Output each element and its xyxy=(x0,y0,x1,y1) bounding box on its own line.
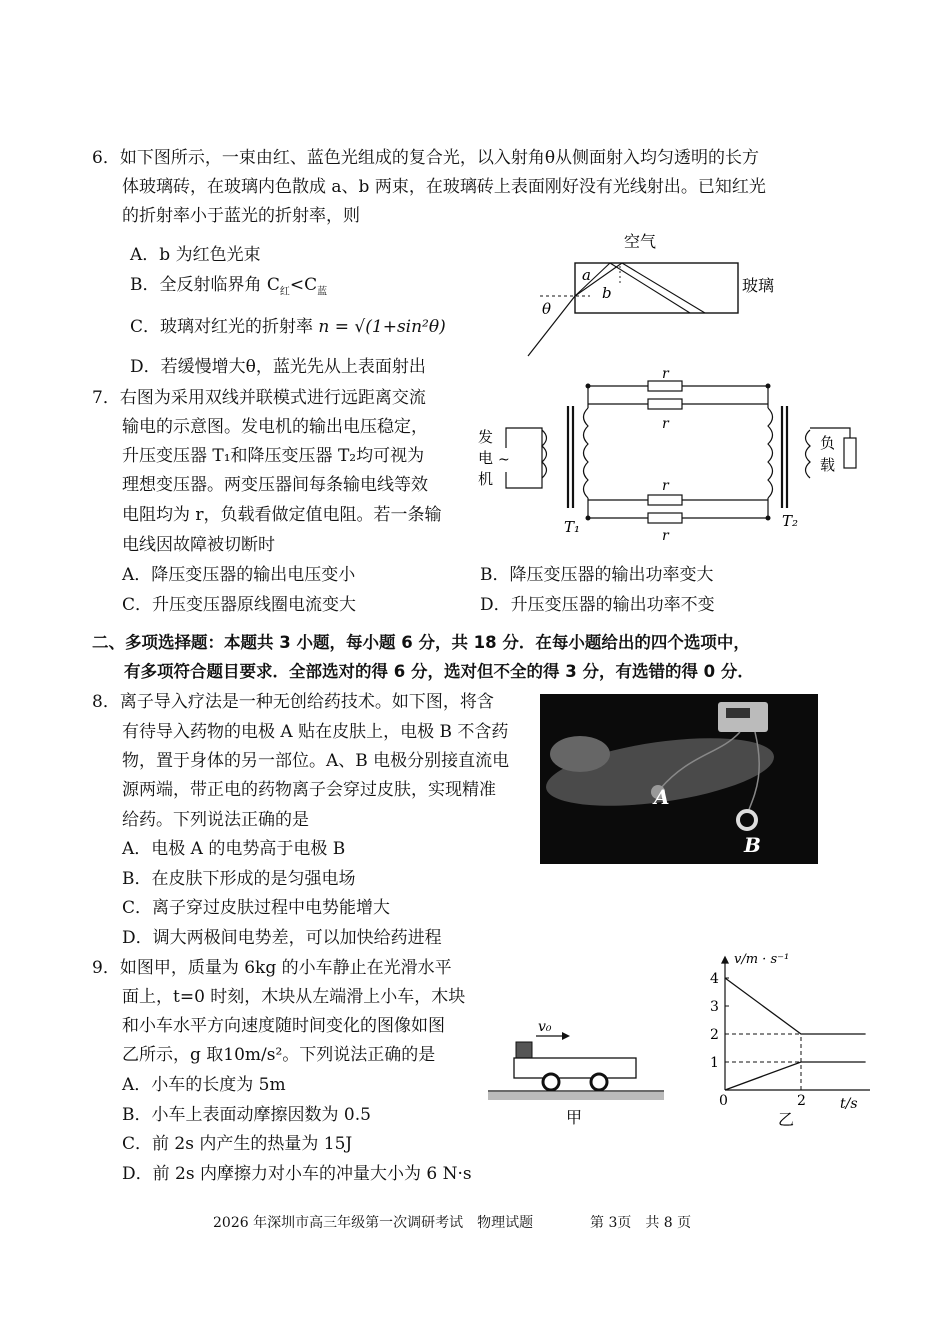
q6-option-d: D．若缓慢增大θ，蓝光先从上表面射出 xyxy=(130,357,426,377)
ray-a-label: a xyxy=(582,266,591,284)
fig-yi-chart xyxy=(700,945,870,1130)
q7-line-3: 升压变压器 T₁和降压变压器 T₂均可视为 xyxy=(122,446,425,466)
glass-block xyxy=(575,263,738,313)
q6-option-b-text: B．全反射临界角 C xyxy=(130,275,280,295)
r-label-4: r xyxy=(662,528,669,543)
r-label-1: r xyxy=(662,368,669,382)
q6-line-3: 的折射率小于蓝光的折射率，则 xyxy=(122,206,360,226)
photo-label-a: A xyxy=(654,785,670,809)
q7-option-b: B．降压变压器的输出功率变大 xyxy=(480,565,714,585)
q6-option-b-sub1: 红 xyxy=(279,286,290,298)
q9-option-a: A．小车的长度为 5m xyxy=(122,1075,286,1095)
junction-dot xyxy=(586,384,591,389)
q9-option-d: D．前 2s 内摩擦力对小车的冲量大小为 6 N·s xyxy=(122,1164,472,1184)
chart-origin: 0 xyxy=(719,1093,728,1109)
resistor-top-1 xyxy=(648,381,682,391)
q7-line-4: 理想变压器。两变压器间每条输电线等效 xyxy=(122,475,428,495)
chart-ylabel: v/m · s⁻¹ xyxy=(734,952,790,967)
r-label-2: r xyxy=(662,416,669,432)
iontophoresis-photo xyxy=(540,694,818,864)
cart-body xyxy=(514,1058,636,1078)
q6-option-c-formula: n = √(1+sin²θ) xyxy=(318,317,446,337)
q9-line-4: 乙所示，g 取10m/s²。下列说法正确的是 xyxy=(122,1045,436,1065)
q8-option-c: C．离子穿过皮肤过程中电势能增大 xyxy=(122,898,391,918)
footer-page: 第 3页 共 8 页 xyxy=(590,1215,692,1231)
q7-option-a: A．降压变压器的输出电压变小 xyxy=(122,565,356,585)
q8-line-1: 8．离子导入疗法是一种无创给药技术。如下图，将含 xyxy=(92,692,494,712)
q6-option-b-mid: <C xyxy=(289,275,318,295)
x-tick-label: 2 xyxy=(797,1093,806,1109)
photo-label-b: B xyxy=(744,833,761,857)
q8-option-b: B．在皮肤下形成的是匀强电场 xyxy=(122,869,356,889)
q6-option-b-sub2: 蓝 xyxy=(317,286,328,298)
resistor-bottom-1 xyxy=(648,495,682,505)
wheel xyxy=(543,1074,559,1090)
section-2-heading-1: 二、多项选择题：本题共 3 小题，每小题 6 分，共 18 分．在每小题给出的四个选项中， xyxy=(92,633,750,652)
ground-hatch xyxy=(488,1092,664,1100)
resistor-bottom-2 xyxy=(648,513,682,523)
q6-line-1: 6．如下图所示，一束由红、蓝色光组成的复合光，以入射角θ从侧面射入均匀透明的长方 xyxy=(92,148,760,168)
ray-b-label: b xyxy=(602,284,612,302)
fig-jia-caption: 甲 xyxy=(566,1108,583,1127)
q7-line-2: 输电的示意图。发电机的输出电压稳定， xyxy=(122,417,428,437)
footer-title: 2026 年深圳市高三年级第一次调研考试 物理试题 xyxy=(213,1215,534,1231)
q8-line-4: 源两端，带正电的药物离子会穿过皮肤，实现精准 xyxy=(122,780,496,800)
t1-label: T₁ xyxy=(564,518,581,536)
y-axis-arrow xyxy=(721,956,729,964)
t2-primary-coil xyxy=(768,408,773,498)
electrode-b xyxy=(738,811,756,829)
q8-option-a: A．电极 A 的电势高于电极 B xyxy=(122,839,346,859)
q6-option-b xyxy=(130,274,327,303)
q7-option-c: C．升压变压器原线圈电流变大 xyxy=(122,595,357,615)
load-label-1: 负 xyxy=(820,434,836,452)
q7-circuit-figure xyxy=(470,368,870,543)
junction-dot xyxy=(766,384,771,389)
q6-line-2: 体玻璃砖，在玻璃内色散成 a、b 两束，在玻璃砖上表面刚好没有光线射出。已知红光 xyxy=(122,177,766,197)
generator-label-3: 机 xyxy=(478,470,494,488)
q9-line-1: 9．如图甲，质量为 6kg 的小车静止在光滑水平 xyxy=(92,958,452,978)
q7-line-6: 电线因故障被切断时 xyxy=(122,535,275,555)
series-line-cart xyxy=(725,1062,866,1090)
series-line-block xyxy=(725,978,866,1034)
device-screen xyxy=(726,708,750,718)
q6-air-label: 空气 xyxy=(624,232,657,251)
hand-shape xyxy=(550,736,610,772)
y-tick-label: 1 xyxy=(710,1055,719,1071)
q8-option-d: D．调大两极间电势差，可以加快给药进程 xyxy=(122,928,442,948)
load-label-2: 载 xyxy=(820,456,836,474)
q6-option-c xyxy=(130,316,446,338)
chart-caption: 乙 xyxy=(778,1110,795,1129)
ray-a-reflect xyxy=(610,263,690,313)
y-tick-label: 3 xyxy=(710,999,719,1015)
q6-option-c-text: C．玻璃对红光的折射率 xyxy=(130,317,314,337)
q6-option-a: A．b 为红色光束 xyxy=(130,245,261,265)
load-resistor xyxy=(844,438,856,468)
generator-wire xyxy=(506,428,542,488)
theta-label: θ xyxy=(542,300,552,318)
fig-jia xyxy=(486,1015,666,1130)
wood-block xyxy=(516,1042,532,1058)
q7-line-5: 电阻均为 r，负载看做定值电阻。若一条输 xyxy=(122,505,442,525)
q7-option-d: D．升压变压器的输出功率不变 xyxy=(480,595,715,615)
incident-ray xyxy=(528,296,575,356)
q8-line-2: 有待导入药物的电极 A 贴在皮肤上，电极 B 不含药 xyxy=(122,722,509,742)
wheel xyxy=(591,1074,607,1090)
t2-label: T₂ xyxy=(782,512,799,530)
t2-secondary-coil xyxy=(806,430,811,478)
q6-glass-label: 玻璃 xyxy=(742,276,775,295)
q6-glass-figure xyxy=(520,228,790,363)
y-tick-label: 2 xyxy=(710,1027,719,1043)
q9-option-c: C．前 2s 内产生的热量为 15J xyxy=(122,1134,353,1154)
generator-label-1: 发 xyxy=(478,428,494,446)
r-label-3: r xyxy=(662,478,669,494)
chart-xlabel: t/s xyxy=(840,1096,858,1112)
junction-dot xyxy=(586,516,591,521)
ray-b-reflect xyxy=(622,263,705,313)
q9-line-3: 和小车水平方向速度随时间变化的图像如图 xyxy=(122,1016,445,1036)
photo-drawing xyxy=(540,694,818,864)
ac-symbol: ~ xyxy=(498,452,510,468)
y-tick-label: 4 xyxy=(710,971,719,987)
q8-line-3: 物，置于身体的另一部位。A、B 电极分别接直流电 xyxy=(122,751,510,771)
v0-label: v₀ xyxy=(538,1019,552,1035)
section-2-heading-2: 有多项符合题目要求．全部选对的得 6 分，选对但不全的得 3 分，有选错的得 0 分． xyxy=(124,662,754,681)
resistor-top-2 xyxy=(648,399,682,409)
v0-arrowhead xyxy=(562,1032,570,1040)
q8-line-5: 给药。下列说法正确的是 xyxy=(122,810,309,830)
q9-option-b: B．小车上表面动摩擦因数为 0.5 xyxy=(122,1105,371,1125)
junction-dot xyxy=(766,516,771,521)
q7-line-1: 7．右图为采用双线并联模式进行远距离交流 xyxy=(92,388,426,408)
q9-line-2: 面上，t=0 时刻，木块从左端滑上小车，木块 xyxy=(122,987,466,1007)
t1-primary-coil xyxy=(542,430,547,478)
t1-secondary-coil xyxy=(584,408,589,498)
generator-label-2: 电 xyxy=(478,449,494,467)
